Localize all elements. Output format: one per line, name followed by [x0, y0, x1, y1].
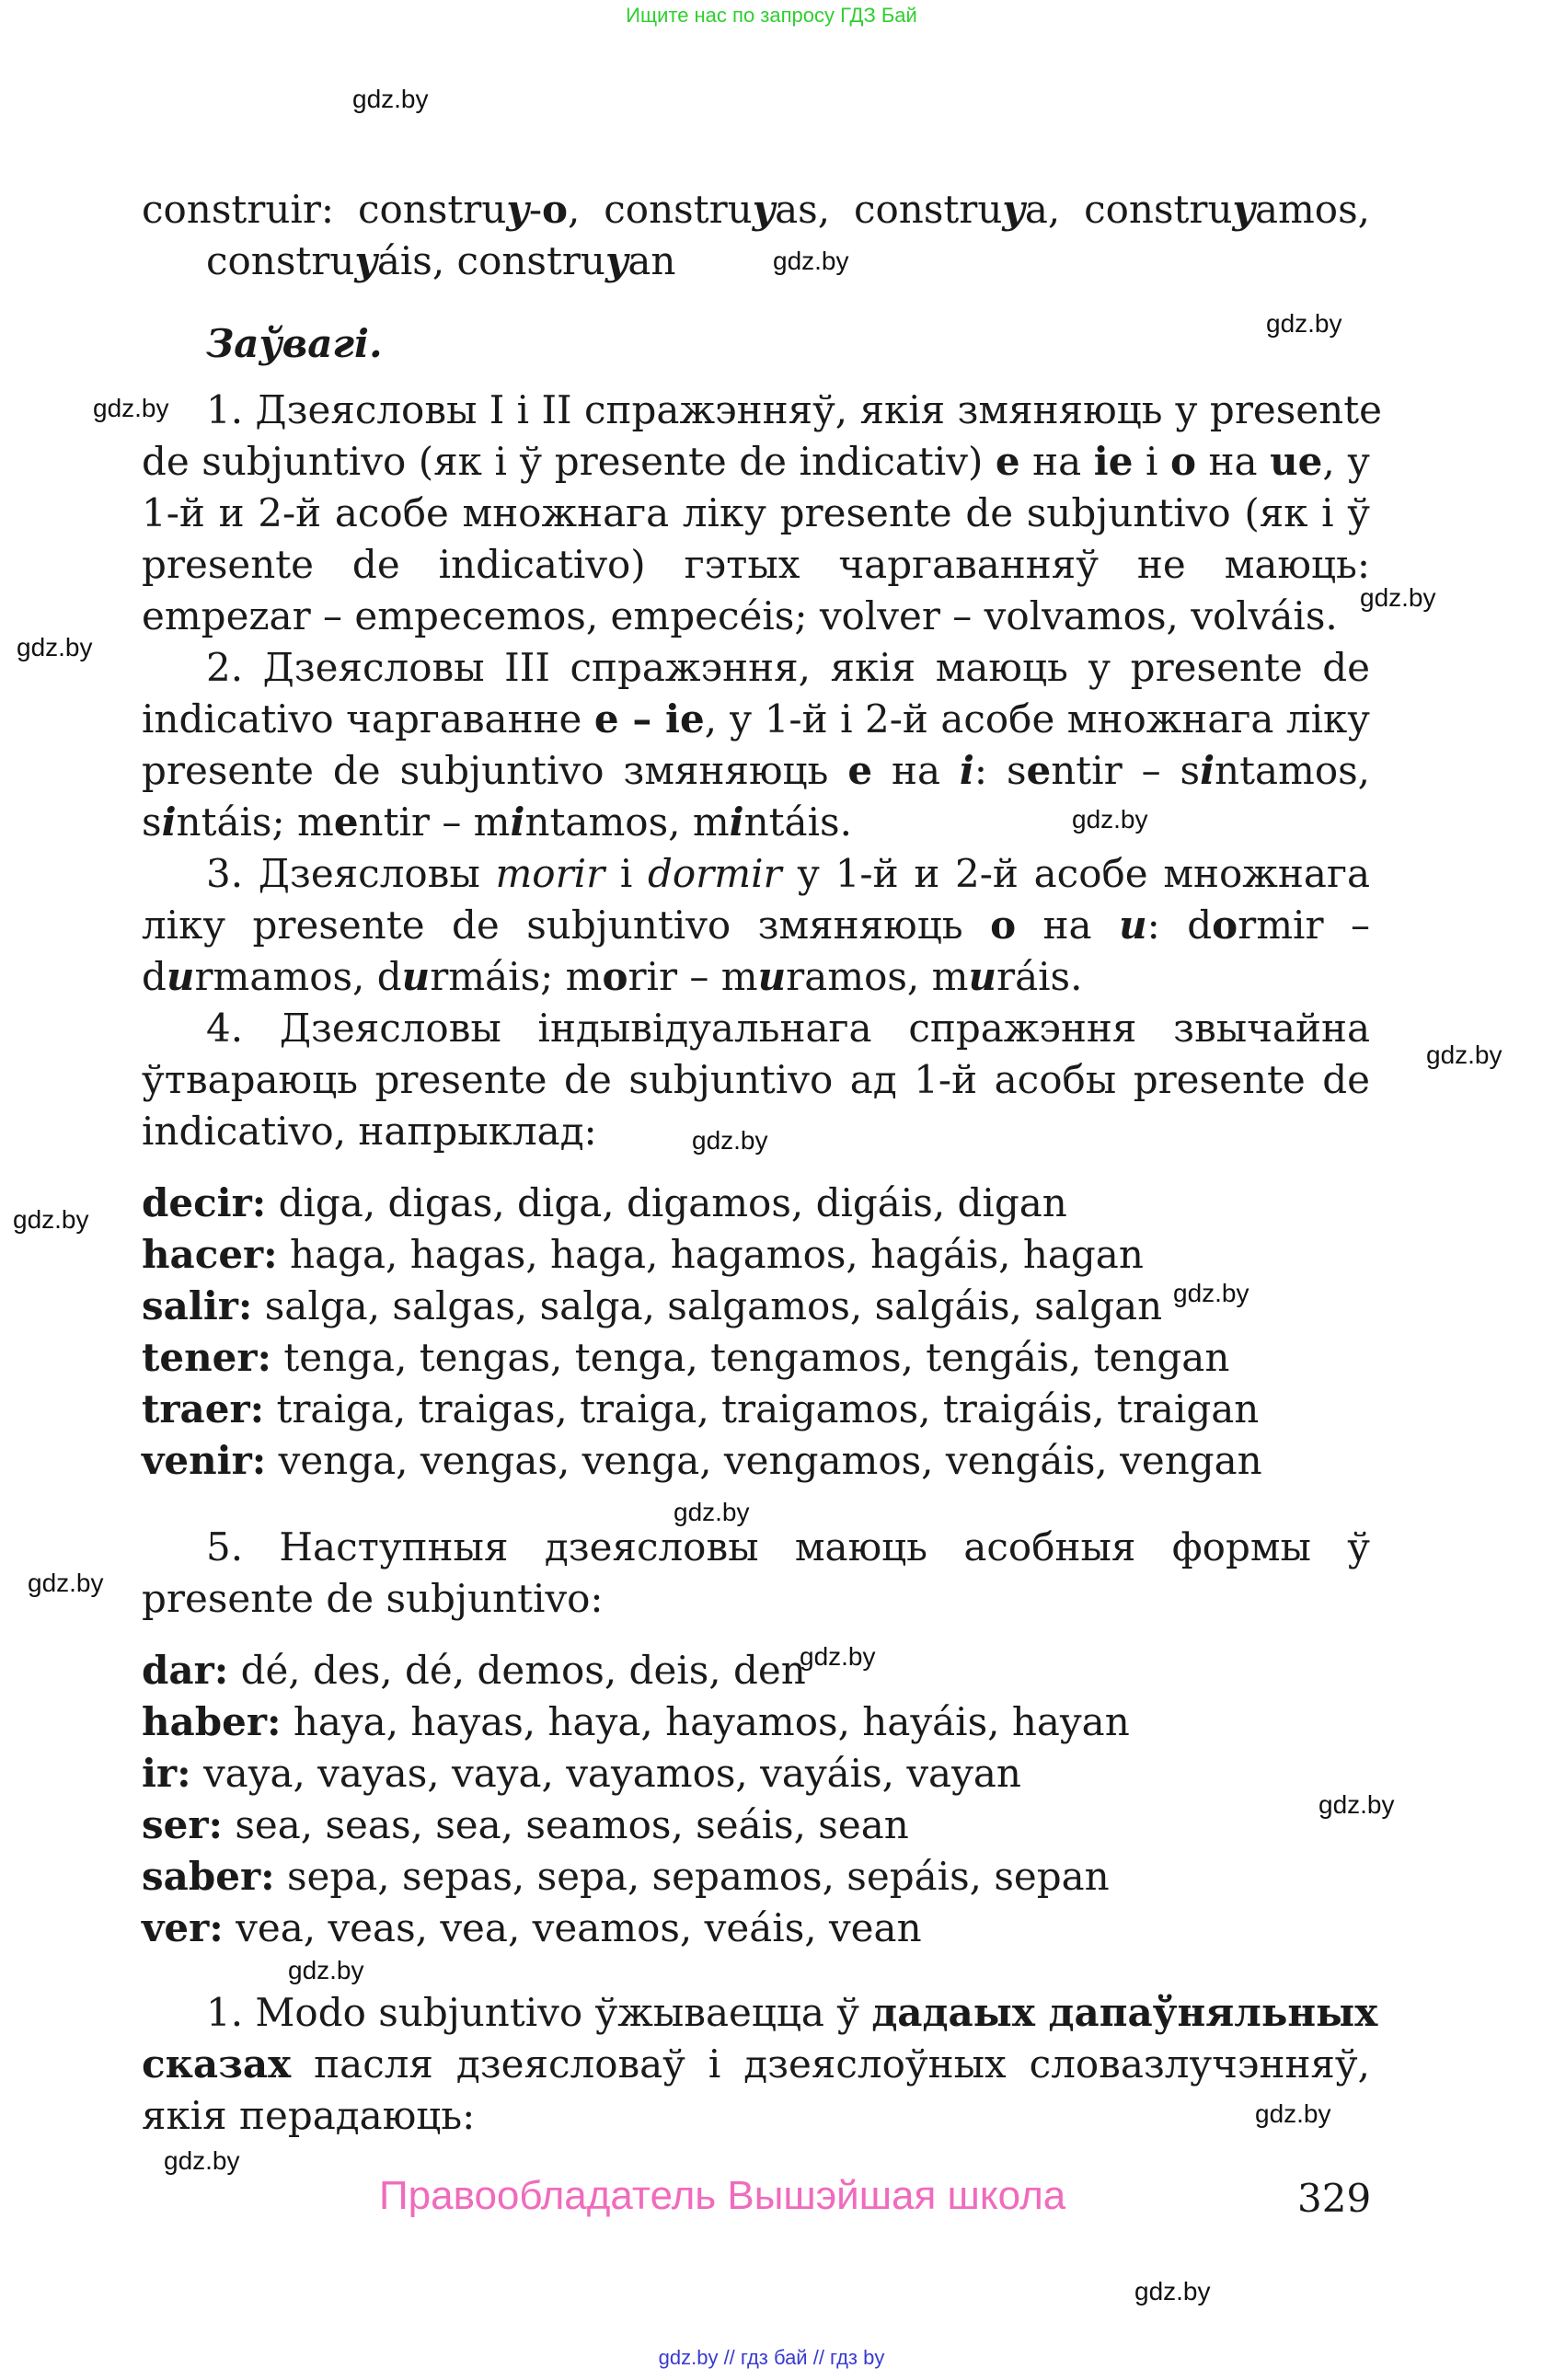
- usage-line-3: якія перадаюць:: [142, 2093, 476, 2138]
- watermark: gdz.by: [1360, 583, 1436, 612]
- watermark: gdz.by: [17, 633, 93, 661]
- conj-row: venir: venga, vengas, venga, vengamos, vengáis, vengan: [142, 1438, 1262, 1483]
- watermark: gdz.by: [692, 1126, 768, 1155]
- watermark: gdz.by: [28, 1569, 104, 1597]
- watermark: gdz.by: [1072, 805, 1148, 834]
- page-number: 329: [1297, 2176, 1372, 2221]
- watermark: gdz.by: [93, 394, 169, 422]
- conj-row: ir: vaya, vayas, vaya, vayamos, vayáis, vayan: [142, 1751, 1021, 1796]
- watermark: gdz.by: [1318, 1790, 1395, 1819]
- conj-row: hacer: haga, hagas, haga, hagamos, hagáis, hagan: [142, 1232, 1144, 1277]
- note4-line-2: ўтвараюць presente de subjuntivo ад 1-й асобы presente de: [142, 1057, 1370, 1102]
- conj-row: ver: vea, veas, vea, veamos, veáis, vean: [142, 1905, 922, 1950]
- note1-line-3: 1-й и 2-й асобе множнага ліку presente de subjuntivo (як і ў: [142, 490, 1370, 535]
- watermark: gdz.by: [1173, 1279, 1249, 1307]
- watermark: gdz.by: [1255, 2099, 1331, 2128]
- note2-line-2: indicativo чаргаванне e – ie, у 1-й і 2-й асобе множнага ліку: [142, 696, 1370, 742]
- watermark: gdz.by: [674, 1498, 750, 1526]
- construir-line-1: construir: construy-o, construyas, construya, construyamos,: [142, 187, 1370, 232]
- note2-line-4: sintáis; mentir – mintamos, mintáis.: [142, 799, 852, 845]
- note1-line-4: presente de indicativo) гэтых чаргаванняў не маюць:: [142, 542, 1370, 587]
- footer-links[interactable]: gdz.by // гдз бай // гдз by: [658, 2346, 885, 2369]
- note3-line-2: ліку presente de subjuntivo змяняюць o на u: dormir –: [142, 903, 1370, 948]
- top-banner[interactable]: Ищите нас по запросу ГДЗ Бай: [626, 4, 917, 27]
- note1-line-2: de subjuntivo (як і ў presente de indicativ) e на ie і o на ue, у: [142, 439, 1371, 484]
- note2-line-3: presente de subjuntivo змяняюць e на i: sentir – sintamos,: [142, 748, 1371, 793]
- note2-line-1: 2. Дзеясловы III спражэння, якія маюць у presente de: [206, 645, 1370, 690]
- note4-line-3: indicativo, напрыклад:: [142, 1109, 597, 1154]
- watermark: gdz.by: [164, 2146, 240, 2175]
- note3-line-1: 3. Дзеясловы morir і dormir у 1-й и 2-й асобе множнага: [206, 851, 1370, 896]
- note1-line-1: 1. Дзеясловы I і II спражэнняў, якія змяняюць у presente: [206, 387, 1382, 432]
- conj-row: saber: sepa, sepas, sepa, sepamos, sepáis, sepan: [142, 1854, 1110, 1899]
- conj-row: haber: haya, hayas, haya, hayamos, hayáis, hayan: [142, 1699, 1130, 1744]
- usage-line-2: сказах пасля дзеясловаў і дзеяслоўных словазлучэнняў,: [142, 2041, 1370, 2087]
- watermark: gdz.by: [1426, 1041, 1503, 1069]
- conj-row: traer: traiga, traigas, traiga, traigamos, traigáis, traigan: [142, 1386, 1260, 1431]
- watermark: gdz.by: [1134, 2277, 1211, 2305]
- note5-line-1: 5. Наступныя дзеясловы маюць асобныя формы ў: [206, 1524, 1370, 1569]
- construir-line-2: construyáis, construyan: [206, 238, 676, 283]
- watermark: gdz.by: [773, 247, 849, 275]
- rights-holder: Правообладатель Вышэйшая школа: [379, 2173, 1066, 2218]
- conj-row: decir: diga, digas, diga, digamos, digáis, digan: [142, 1180, 1067, 1225]
- note4-line-1: 4. Дзеясловы індывідуальнага спражэння звычайна: [206, 1006, 1370, 1051]
- note1-line-5: empezar – empecemos, empecéis; volver – volvamos, volváis.: [142, 593, 1338, 638]
- notes-title: Заўвагі.: [206, 321, 383, 366]
- conj-row: tener: tenga, tengas, tenga, tengamos, tengáis, tengan: [142, 1335, 1230, 1380]
- watermark: gdz.by: [800, 1642, 876, 1671]
- note5-line-2: presente de subjuntivo:: [142, 1576, 604, 1621]
- usage-line-1: 1. Modo subjuntivo ўжываецца ў дадаых дапаўняльных: [206, 1990, 1378, 2035]
- conj-row: dar: dé, des, dé, demos, deis, den: [142, 1648, 806, 1693]
- conj-row: ser: sea, seas, sea, seamos, seáis, sean: [142, 1802, 909, 1847]
- watermark: gdz.by: [288, 1956, 364, 1984]
- conj-row: salir: salga, salgas, salga, salgamos, salgáis, salgan: [142, 1283, 1163, 1328]
- note3-line-3: durmamos, durmáis; morir – muramos, muráis.: [142, 954, 1083, 999]
- watermark: gdz.by: [13, 1205, 89, 1234]
- watermark: gdz.by: [352, 85, 429, 113]
- watermark: gdz.by: [1266, 309, 1342, 338]
